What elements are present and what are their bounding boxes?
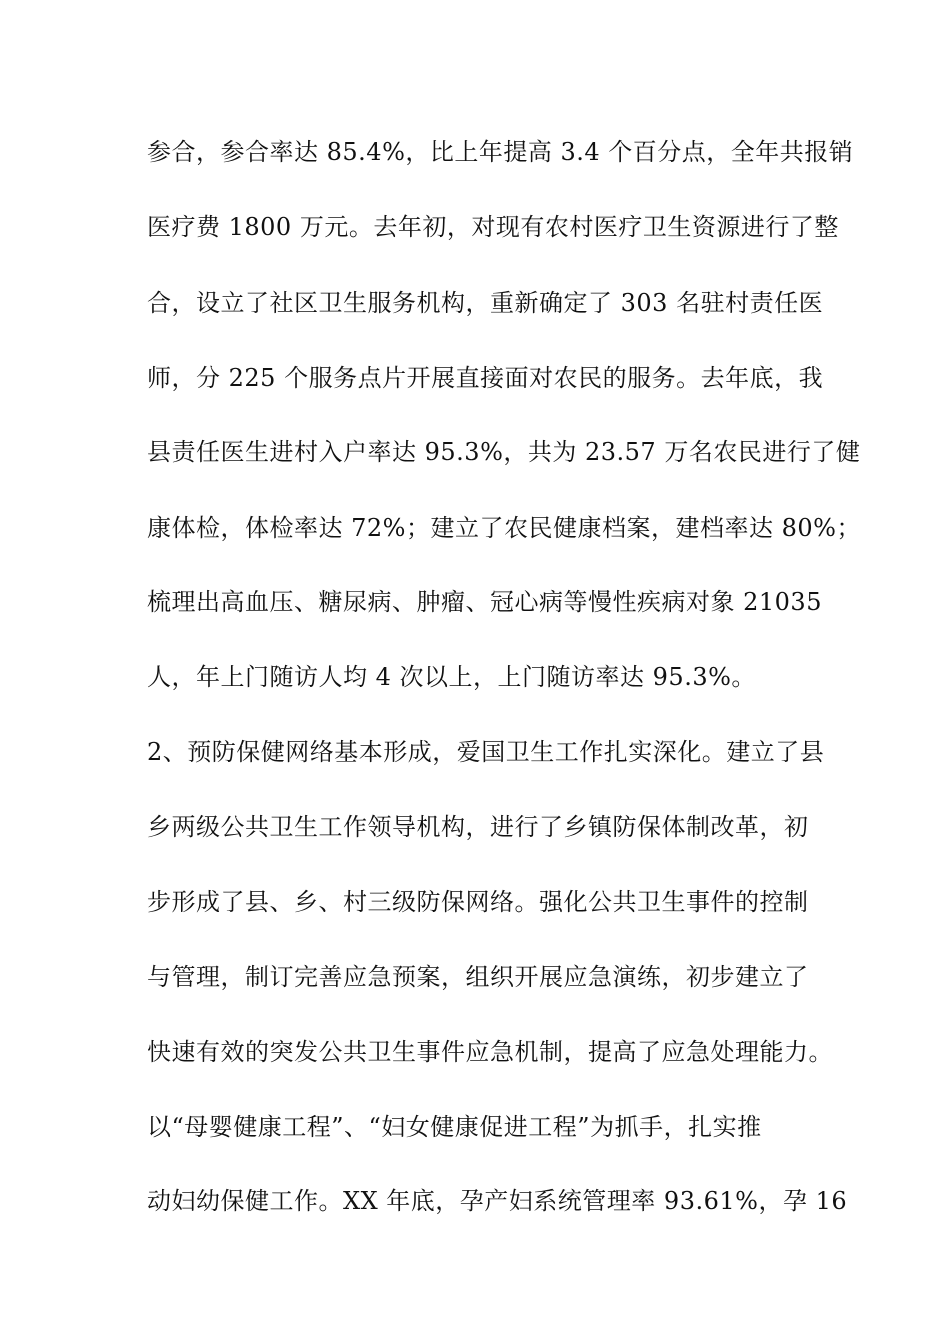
text-line: 县责任医生进村入户率达 95.3%，共为 23.57 万名农民进行了健 <box>147 438 861 466</box>
text-line: 以“母婴健康工程”、“妇女健康促进工程”为抓手，扎实推 <box>147 1113 762 1141</box>
text-line: 医疗费 1800 万元。去年初，对现有农村医疗卫生资源进行了整 <box>147 213 839 241</box>
text-line: 人，年上门随访人均 4 次以上，上门随访率达 95.3%。 <box>147 663 756 691</box>
text-line: 快速有效的突发公共卫生事件应急机制，提高了应急处理能力。 <box>147 1038 833 1066</box>
text-line: 乡两级公共卫生工作领导机构，进行了乡镇防保体制改革，初 <box>147 813 809 841</box>
text-line: 动妇幼保健工作。XX 年底，孕产妇系统管理率 93.61%，孕 16 <box>147 1187 848 1215</box>
text-line: 与管理，制订完善应急预案，组织开展应急演练，初步建立了 <box>147 963 809 991</box>
text-line: 师，分 225 个服务点片开展直接面对农民的服务。去年底，我 <box>147 364 824 392</box>
text-line: 2、预防保健网络基本形成，爱国卫生工作扎实深化。建立了县 <box>147 738 825 766</box>
text-line: 康体检，体检率达 72%；建立了农民健康档案，建档率达 80%； <box>147 514 861 542</box>
text-line: 步形成了县、乡、村三级防保网络。强化公共卫生事件的控制 <box>147 888 809 916</box>
text-line: 参合，参合率达 85.4%，比上年提高 3.4 个百分点，全年共报销 <box>147 138 854 166</box>
text-line: 梳理出高血压、糖尿病、肿瘤、冠心病等慢性疾病对象 21035 <box>147 588 822 616</box>
text-line: 合，设立了社区卫生服务机构，重新确定了 303 名驻村责任医 <box>147 289 824 317</box>
